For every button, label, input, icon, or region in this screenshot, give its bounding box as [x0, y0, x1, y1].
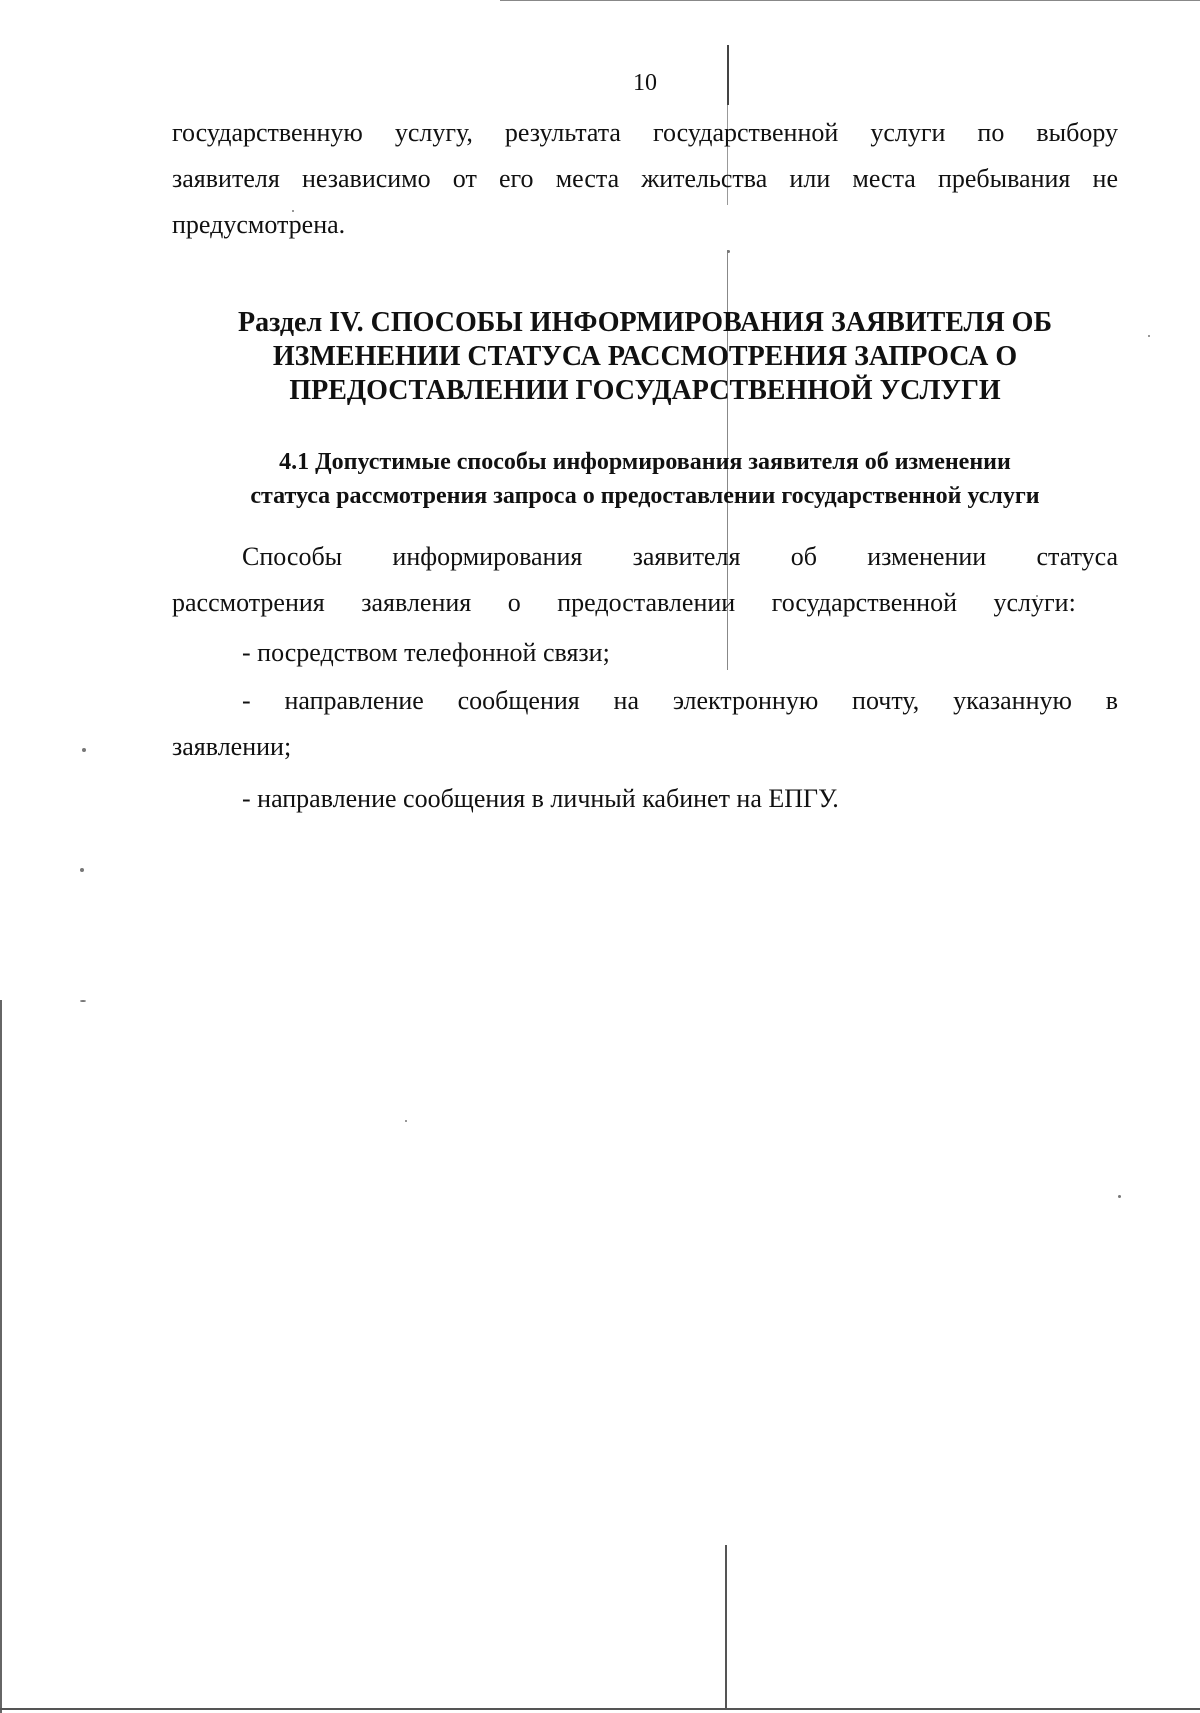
subsection-title-line: 4.1 Допустимые способы информирования заявителя об изменении — [279, 449, 1011, 475]
scan-speck — [82, 748, 86, 752]
list-item-email: - направление сообщения на электронную почту, указанную в заявлении; — [172, 686, 1118, 761]
section-title — [172, 306, 1118, 408]
list-item-cabinet: - направление сообщения в личный кабинет на ЕПГУ. — [242, 784, 839, 813]
intro-paragraph — [172, 110, 1118, 248]
scan-speck — [405, 1120, 407, 1122]
bottom-edge-line — [0, 1708, 1200, 1710]
top-edge-line — [500, 0, 1200, 1]
section-title-line: ИЗМЕНЕНИИ СТАТУСА РАССМОТРЕНИЯ ЗАПРОСА О — [272, 341, 1018, 372]
subsection-title — [172, 445, 1118, 513]
list-item-phone: - посредством телефонной связи; — [242, 638, 610, 667]
left-edge-line — [0, 1000, 2, 1713]
fold-line-bottom — [725, 1545, 727, 1710]
body-lead-paragraph: Способы информирования заявителя об изменении статуса рассмотрения заявления о предоставлении государственной услуги: — [172, 542, 1118, 617]
intro-line: заявителя независимо от его места жительства или места пребывания не — [172, 164, 1118, 193]
scan-speck — [80, 1000, 86, 1002]
page-number: 10 — [633, 70, 657, 96]
scan-speck — [1148, 335, 1150, 337]
scan-speck — [80, 868, 84, 872]
intro-line: государственную услугу, результата государственной услуги по выбору — [172, 118, 1118, 147]
subsection-title-line: статуса рассмотрения запроса о предоставлении государственной услуги — [250, 483, 1040, 509]
intro-line: предусмотрена. — [172, 210, 346, 239]
scan-speck — [1118, 1195, 1121, 1198]
section-title-line: Раздел IV. СПОСОБЫ ИНФОРМИРОВАНИЯ ЗАЯВИТЕЛЯ ОБ — [238, 307, 1052, 338]
section-title-line: ПРЕДОСТАВЛЕНИИ ГОСУДАРСТВЕННОЙ УСЛУГИ — [289, 375, 1001, 406]
scan-speck — [727, 250, 730, 253]
